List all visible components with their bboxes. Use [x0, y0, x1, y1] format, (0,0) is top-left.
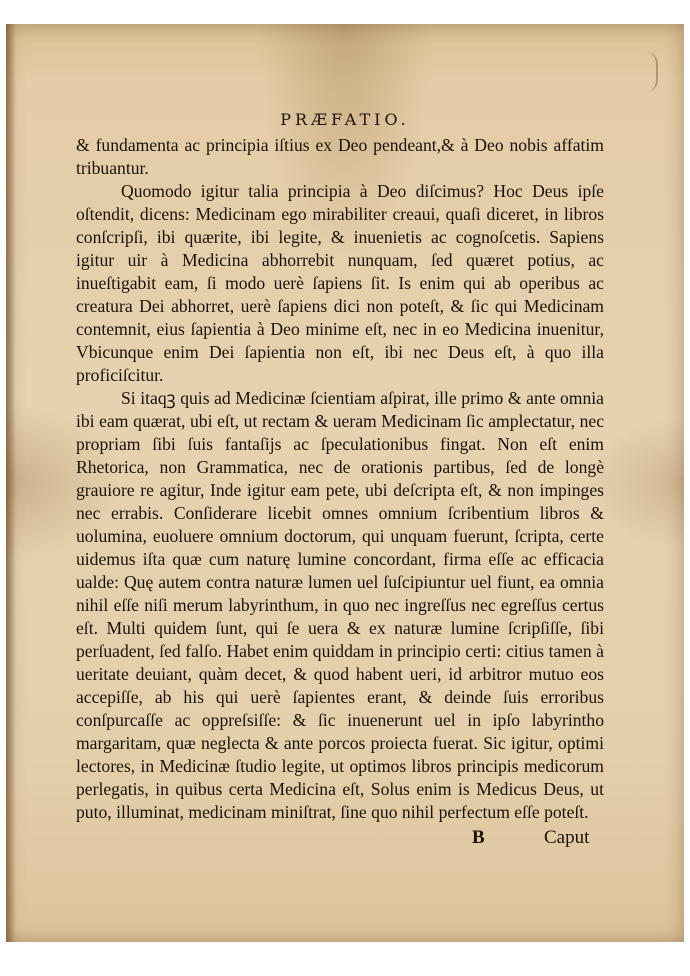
paragraph-1: & fundamenta ac principia iſtius ex Deo pendeant,& à Deo nobis affatim tribuantur.	[76, 135, 604, 178]
book-page	[6, 24, 684, 942]
paragraph-3: Si itaqꝫ quis ad Medicinæ ſcientiam aſpirat, ille primo & ante omnia ibi eam quærat, ubi eſt, ut rectam & ueram Medicinam ſic amplectatur, nec propriam ſibi ſuis fantaſijs ac ſpeculationibus fingat. Non eſt enim Rhetorica, non Grammatica, nec de orationis partibus, ſed de longè grauiore re agitur, Inde igitur eam pete, ubi deſcripta eſt, & non impinges nec errabis. Conſiderare licebit omnes omnium ſcribentium libros & uolumina, euoluere omnium doctorum, qui unquam fuerunt, ſcripta, certe uidemus iſta quæ cum naturę lumine concordant, firma eſſe ac efficacia ualde: Quę autem contra naturæ lumen uel ſuſcipiuntur uel fiunt, ea omnia nihil eſſe niſi merum labyrinthum, in quo nec ingreſſus nec egreſſus certus eſt. Multi quidem ſunt, qui ſe uera & ex naturæ lumine ſcripſiſſe, ſibi perſuadent, ſed falſo. Habet enim quiddam in principio certi: citius tamen à ueritate deuiant, quàm decet, & quod habent ueri, id arbitror mutuo eos accepiſſe, ab his qui uerè ſapientes erant, & deinde ſuis erroribus conſpurcaſſe ac oppreſsiſſe: & ſic inuenerunt uel in ipſo labyrintho margaritam, quæ neglecta & ante porcos proiecta fuerat. Sic igitur, optimi lectores, in Medicinæ ſtudio legite, ut optimos libros principis medicorum perlegatis, in quibus certa Medicina eſt, Solus enim is Medicus Deus, ut puto, illuminat, medicinam miniſtrat, ſine quo nihil perfectum eſſe poteſt.	[76, 388, 604, 822]
signature-mark: B	[472, 827, 485, 848]
running-head: PRÆFATIO.	[280, 110, 410, 129]
catchword: Caput	[544, 827, 590, 848]
page-edge-mark	[640, 52, 658, 92]
paragraph-2: Quomodo igitur talia principia à Deo diſcimus? Hoc Deus ipſe oſtendit, dicens: Medicinam ego mirabiliter creaui, quaſi diceret, in libros conſcripſi, ibi quærite, ibi legite, & inuenietis ac cognoſcetis. Sapiens igitur uir à Medicina abhorrebit nunquam, ſed quæret potius, ac inueſtigabit eam, ſi modo uerè ſapiens ſit. Is enim qui ab operibus ac creatura Dei abhorret, uerè ſapiens dici non poteſt, & ſic qui Medicinam contemnit, eius ſapientia à Deo minime eſt, nec in eo Medicina inuenitur, Vbicunque enim Dei ſapientia non eſt, ibi nec Deus eſt, à quo illa proficiſcitur.	[76, 181, 604, 385]
body-text	[76, 134, 604, 824]
page-footer	[6, 827, 684, 853]
